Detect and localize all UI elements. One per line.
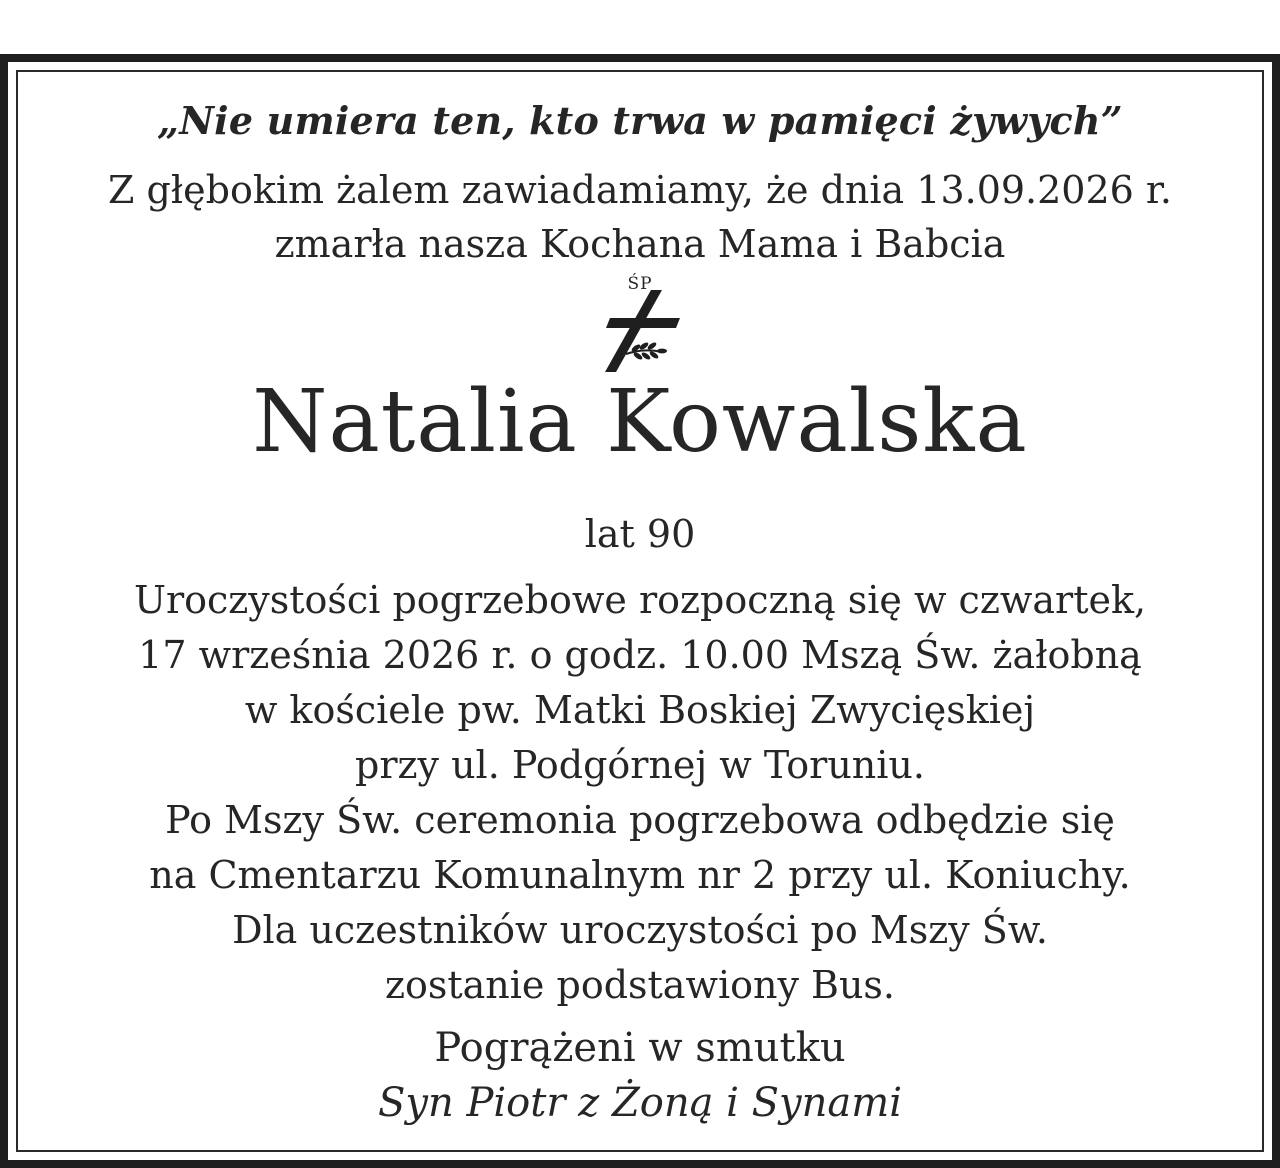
funeral-line-5: Po Mszy Św. ceremonia pogrzebowa odbędzie się xyxy=(165,798,1115,842)
funeral-line-2: 17 września 2026 r. o godz. 10.00 Mszą Św. żałobną xyxy=(138,633,1142,677)
funeral-line-8: zostanie podstawiony Bus. xyxy=(384,963,896,1007)
age: lat 90 xyxy=(584,512,696,556)
deceased-name: Natalia Kowalska xyxy=(252,372,1028,472)
motto: „Nie umiera ten, kto trwa w pamięci żywych” xyxy=(157,98,1123,143)
cross-with-palm-icon xyxy=(596,288,686,374)
sp-label: ŚP xyxy=(627,274,653,294)
funeral-line-3: w kościele pw. Matki Boskiej Zwycięskiej xyxy=(244,688,1036,732)
funeral-line-1: Uroczystości pogrzebowe rozpoczną się w czwartek, xyxy=(133,578,1147,622)
family-signature: Syn Piotr z Żoną i Synami xyxy=(377,1080,902,1126)
intro-line-1: Z głębokim żalem zawiadamiamy, że dnia 13.09.2026 r. xyxy=(108,168,1172,212)
closing-line: Pogrążeni w smutku xyxy=(434,1025,846,1071)
funeral-line-4: przy ul. Podgórnej w Toruniu. xyxy=(355,743,925,787)
intro-line-2: zmarła nasza Kochana Mama i Babcia xyxy=(274,222,1006,266)
funeral-line-6: na Cmentarzu Komunalnym nr 2 przy ul. Koniuchy. xyxy=(149,853,1131,897)
funeral-line-7: Dla uczestników uroczystości po Mszy Św. xyxy=(232,908,1048,952)
